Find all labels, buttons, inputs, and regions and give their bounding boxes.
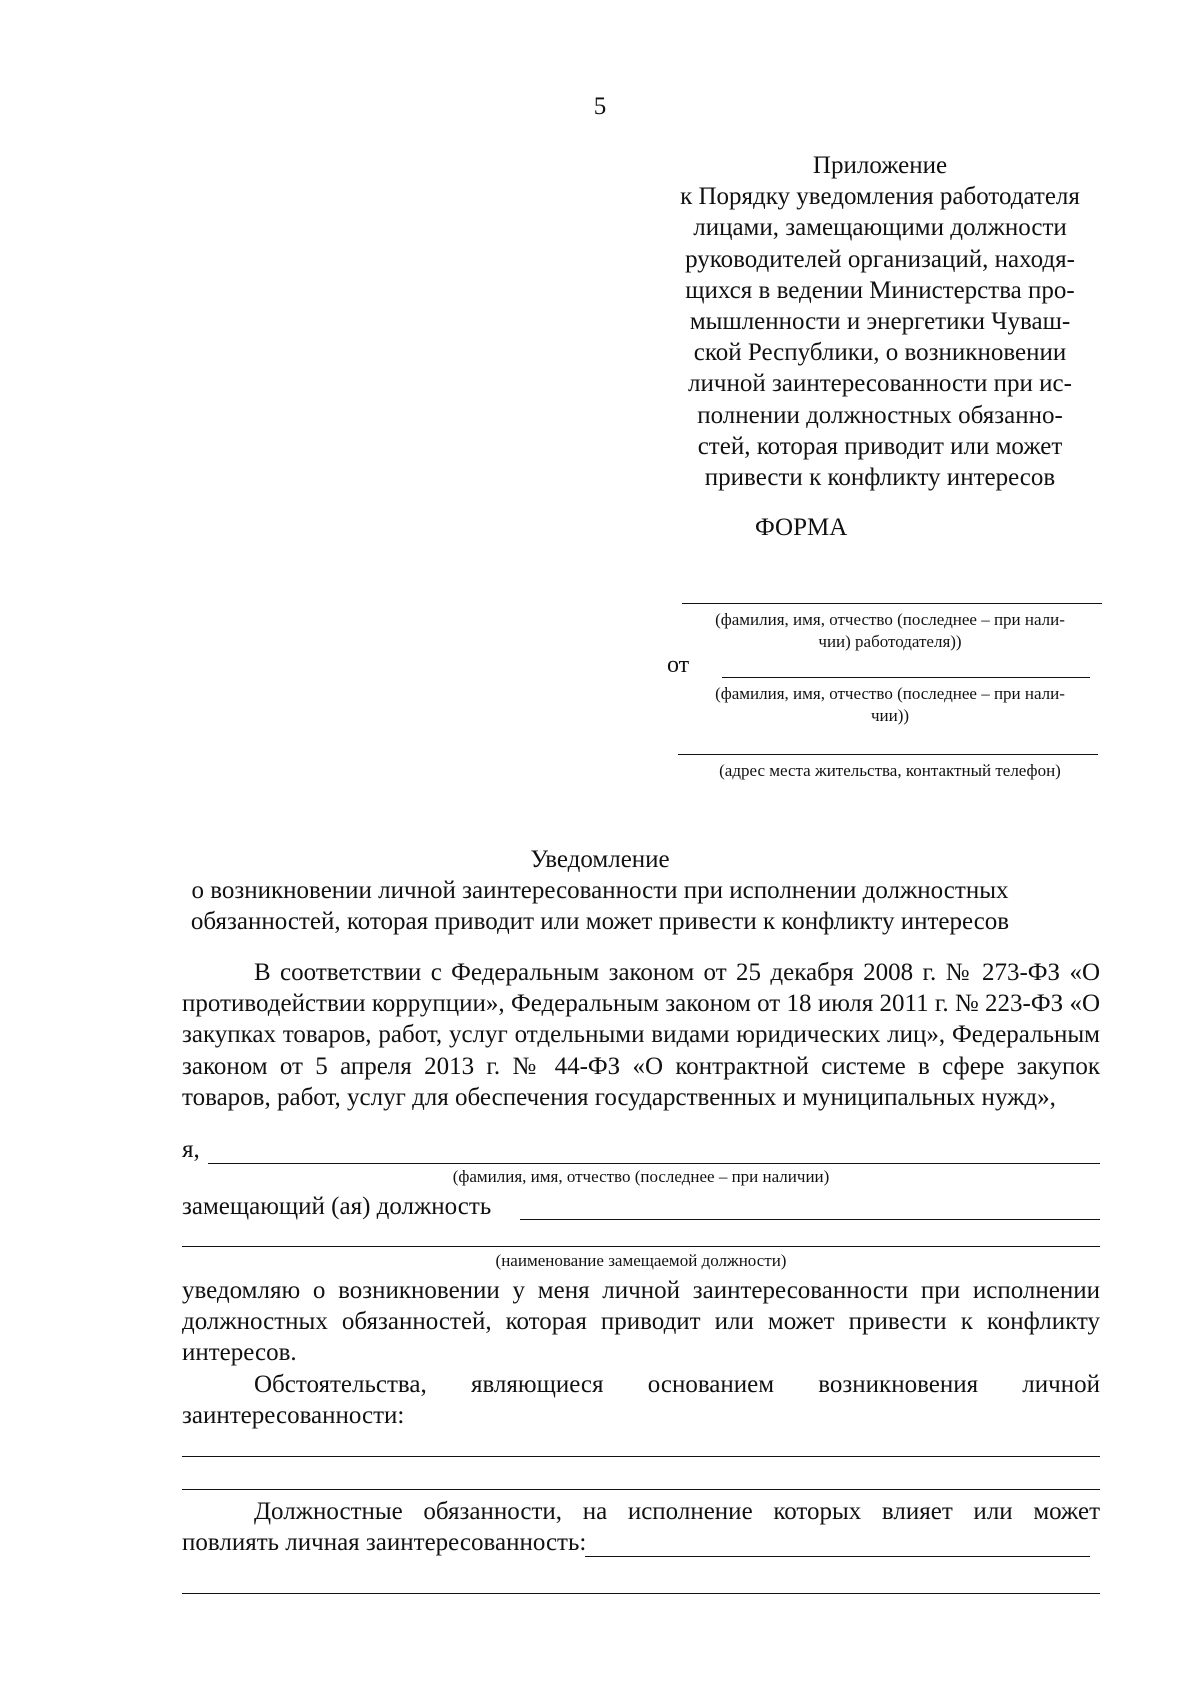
applicant-name-line[interactable]: [208, 1163, 1100, 1164]
appendix-line: лицами, замещающими должности: [693, 214, 1067, 242]
duties-line-1[interactable]: [585, 1556, 1090, 1557]
position-line-2[interactable]: [182, 1246, 1100, 1247]
appendix-line: полнении должностных обязанно-: [697, 401, 1063, 429]
notice-title: Уведомление: [530, 846, 670, 873]
employer-name-line[interactable]: [682, 603, 1102, 604]
from-caption: (фамилия, имя, отчество (последнее – при нали- чии)): [715, 684, 1065, 725]
appendix-block: [655, 150, 1105, 493]
notice-subtitle: обязанностей, которая приводит или может привести к конфликту интересов: [190, 908, 1010, 935]
address-line[interactable]: [678, 754, 1098, 755]
appendix-heading: Приложение: [812, 152, 948, 179]
intro-paragraph: В соответствии с Федеральным законом от 25 декабря 2008 г. № 273-ФЗ «О противодействии коррупции», Федеральным законом от 18 июля 2011 г. № 223-ФЗ «О закупках товаров, работ, услуг отдельными видами юридических лиц», Федеральным законом от 5 апреля 2013 г. № 44-ФЗ «О контрактной системе в сфере закупок товаров, работ, услуг для обеспечения государственных и муниципальных нужд»,: [182, 959, 1100, 1111]
duties-paragraph: Должностные обязанности, на исполнение которых влияет или может повлиять личная заинтересованность:: [182, 1498, 1100, 1557]
position-label: замещающий (ая) должность: [182, 1193, 492, 1220]
circumstances-line-2[interactable]: [182, 1489, 1100, 1490]
position-line[interactable]: [520, 1219, 1100, 1220]
from-label: от: [667, 652, 690, 678]
applicant-name-caption: (фамилия, имя, отчество (последнее – при наличии): [452, 1167, 830, 1186]
ya-label: я,: [182, 1136, 200, 1163]
notify-paragraph: уведомляю о возникновении у меня личной заинтересованности при исполнении должностных обязанностей, которая приводит или может привести к конфликту интересов.: [182, 1277, 1100, 1367]
appendix-line: привести к конфликту интересов: [704, 464, 1056, 492]
appendix-line: к Порядку уведомления работодателя: [680, 183, 1080, 211]
circumstances-line-1[interactable]: [182, 1456, 1100, 1457]
from-name-line[interactable]: [722, 677, 1090, 678]
duties-line-2[interactable]: [182, 1593, 1100, 1594]
appendix-line: ской Республики, о возникновении: [693, 339, 1067, 367]
position-caption: (наименование замещаемой должности): [495, 1251, 787, 1270]
circumstances-paragraph: Обстоятельства, являющиеся основанием возникновения личной заинтересованности:: [182, 1371, 1100, 1430]
appendix-line: мышленности и энергетики Чуваш-: [689, 308, 1071, 336]
appendix-line: щихся в ведении Министерства про-: [685, 276, 1075, 304]
address-caption: (адрес места жительства, контактный телефон): [719, 761, 1061, 780]
notice-subtitle: о возникновении личной заинтересованности при исполнении должностных: [191, 877, 1009, 904]
appendix-line: руководителей организаций, находя-: [685, 245, 1075, 273]
form-label: ФОРМА: [755, 514, 848, 541]
appendix-line: стей, которая приводит или может: [697, 432, 1063, 460]
page-number: 5: [593, 93, 607, 120]
appendix-line: личной заинтересованности при ис-: [688, 370, 1072, 398]
employer-caption: (фамилия, имя, отчество (последнее – при нали- чии) работодателя)): [715, 610, 1065, 651]
